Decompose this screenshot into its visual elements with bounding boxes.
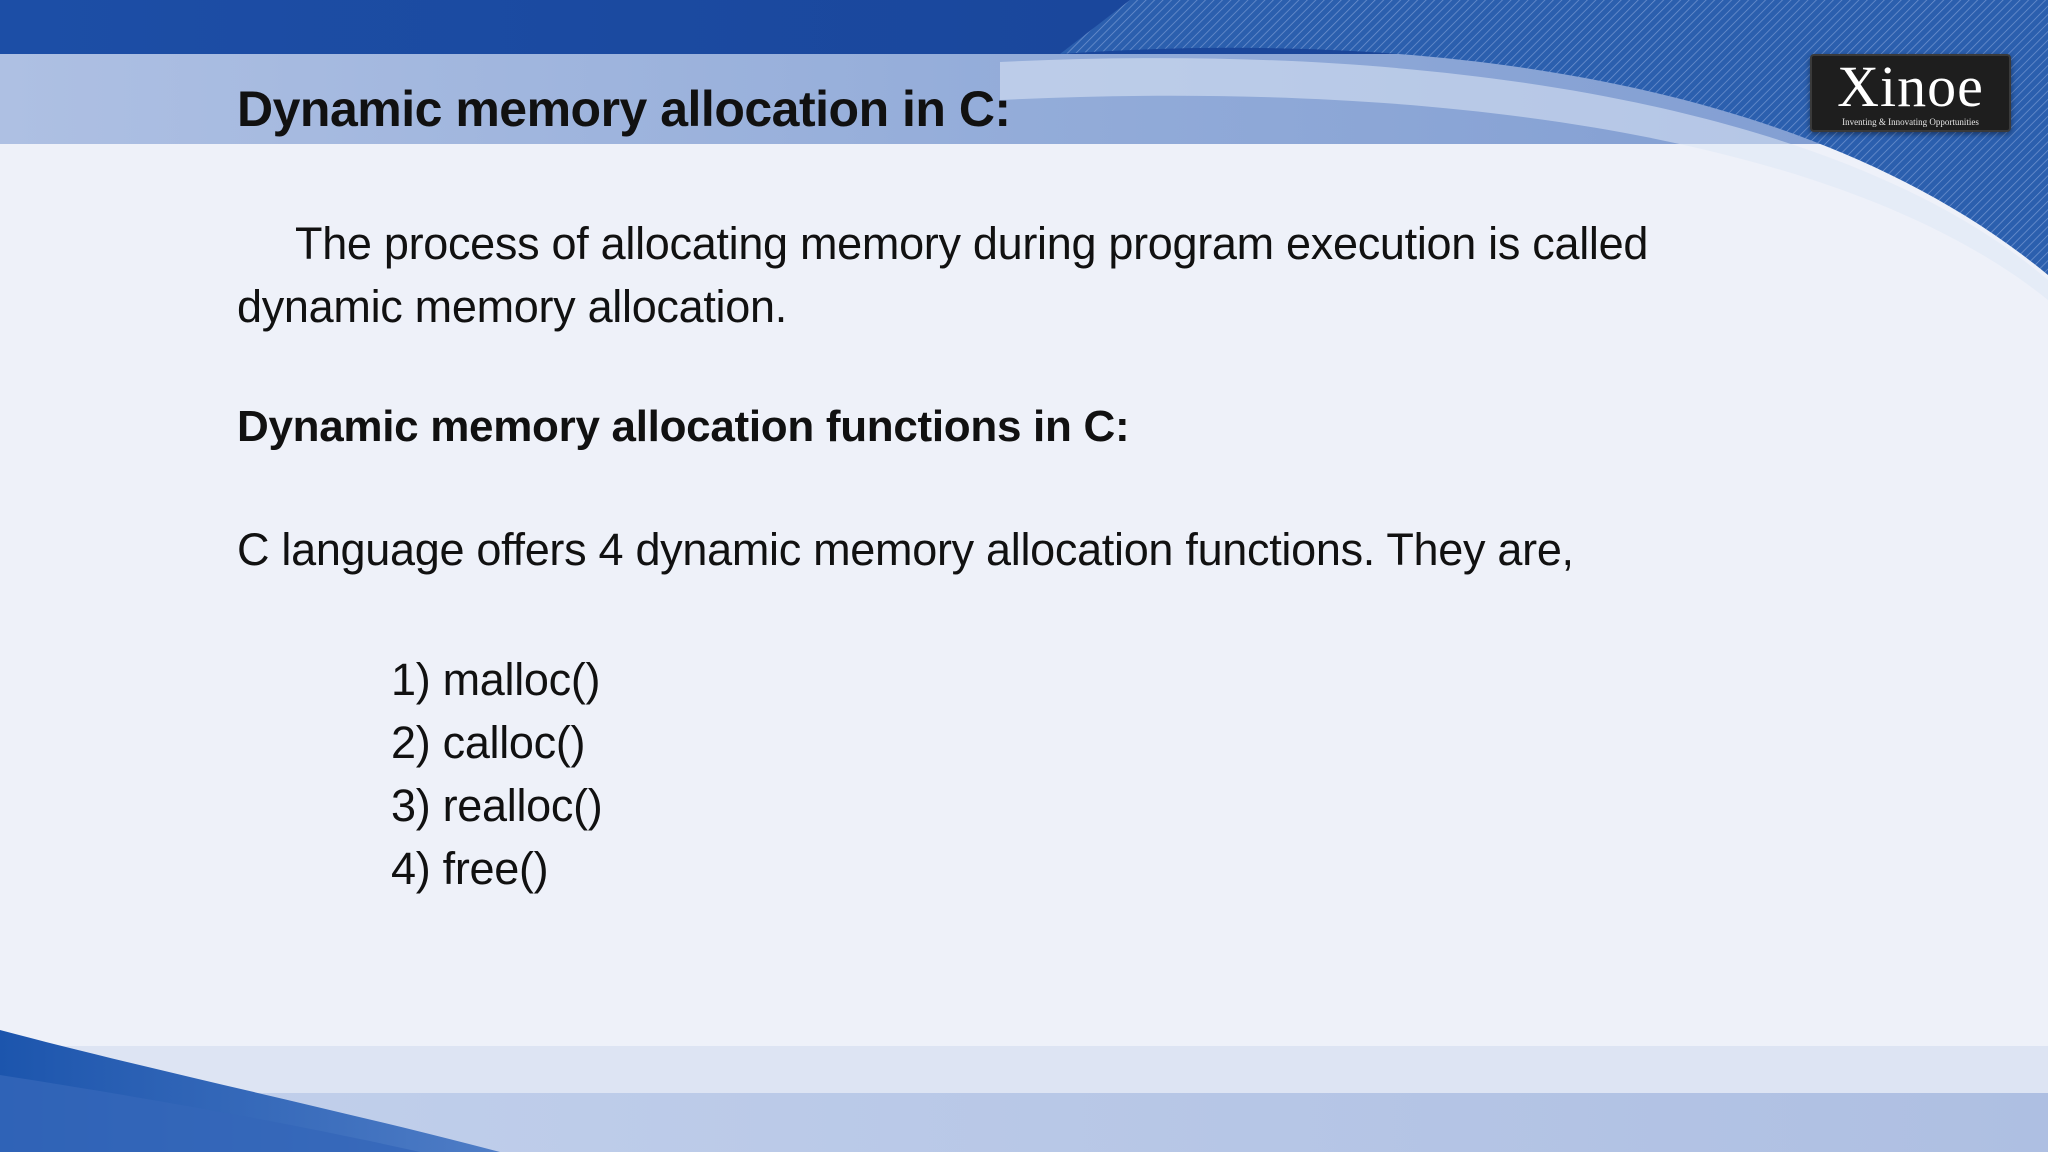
intro-sentence: C language offers 4 dynamic memory allocation functions. They are, [237, 524, 1574, 575]
definition-paragraph: The process of allocating memory during program execution is called dynamic memory allocation. [237, 218, 1649, 332]
logo-tagline: Inventing & Innovating Opportunities [1842, 117, 1979, 127]
list-item-realloc: 3) realloc() [391, 780, 603, 831]
list-item-malloc: 1) malloc() [391, 654, 601, 705]
functions-subheading: Dynamic memory allocation functions in C: [237, 402, 1130, 451]
slide-title: Dynamic memory allocation in C: [237, 81, 1011, 137]
xinoe-logo [1810, 54, 2011, 132]
function-list [391, 648, 602, 900]
list-item-free: 4) free() [391, 843, 549, 894]
list-item-calloc: 2) calloc() [391, 717, 586, 768]
logo-wordmark: Xinoe [1837, 54, 1984, 119]
